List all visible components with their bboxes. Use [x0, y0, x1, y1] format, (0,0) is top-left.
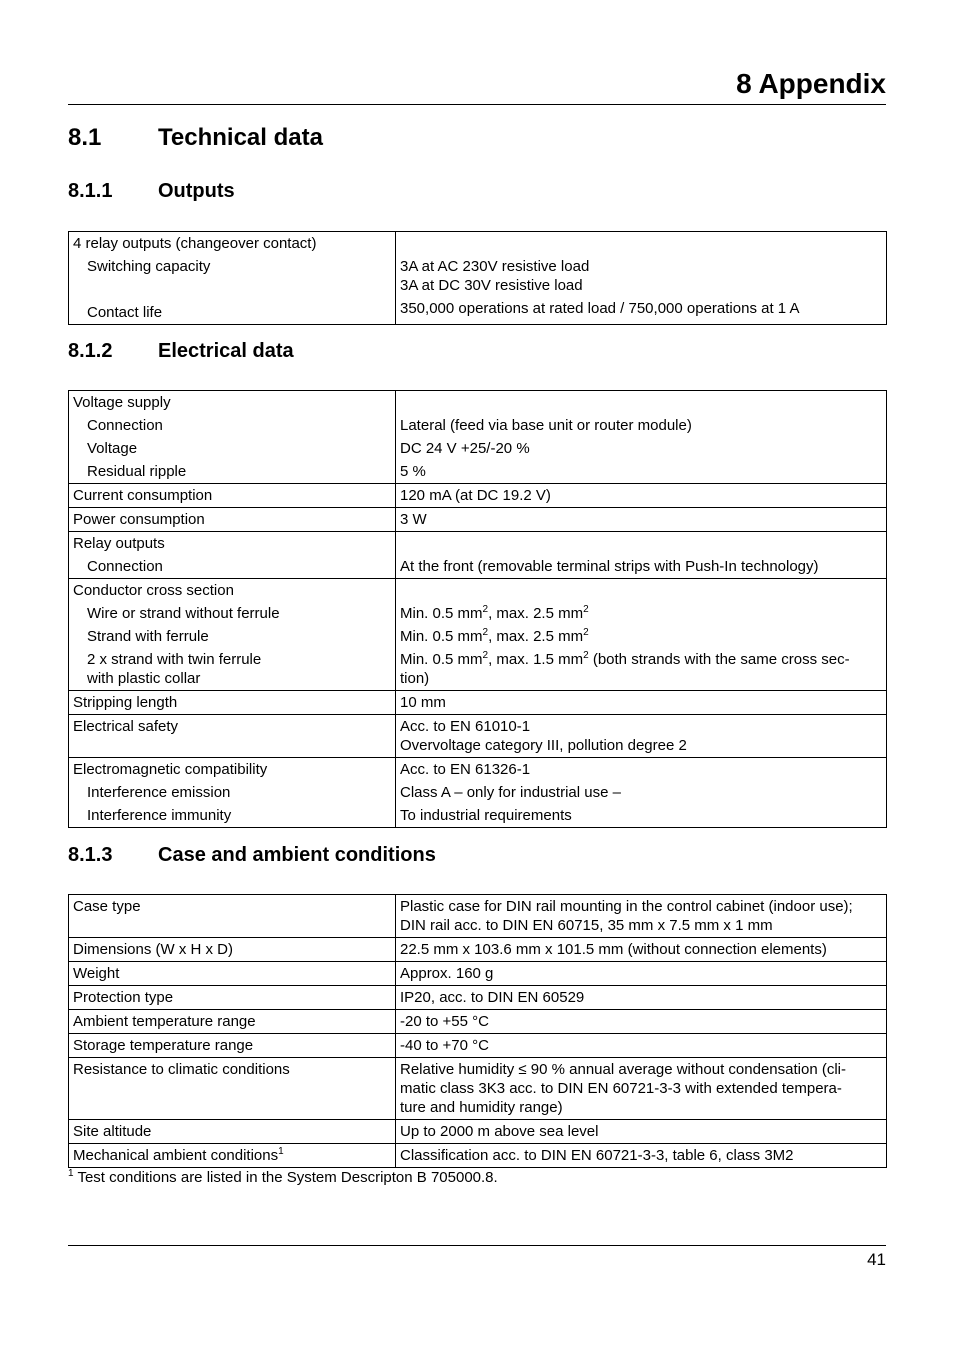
table-row [69, 232, 887, 325]
row-label: Residual ripple [87, 463, 187, 480]
case-table [68, 894, 887, 1168]
table-cell [396, 715, 887, 758]
table-cell [396, 895, 887, 938]
footer-rule [68, 1245, 886, 1246]
row-label: Power consumption [69, 508, 396, 532]
table-row [69, 1034, 887, 1058]
row-value: Lateral (feed via base unit or router module) [400, 417, 692, 434]
page-number: 41 [867, 1250, 886, 1269]
row-value: tion) [400, 670, 430, 687]
table-row [69, 895, 887, 938]
row-label: Voltage supply [73, 394, 171, 411]
section-number: 8.1 [68, 124, 102, 151]
table-row [69, 691, 887, 715]
row-label: Relay outputs [73, 535, 165, 552]
row-value: To industrial requirements [400, 807, 572, 824]
row-label: Mechanical ambient conditions$^1$ [69, 1144, 396, 1168]
table-row [69, 962, 887, 986]
row-label: Contact life [87, 304, 163, 321]
outputs-title: Outputs [158, 180, 235, 202]
row-label: Interference immunity [87, 807, 232, 824]
row-value: Class A – only for industrial use – [400, 784, 621, 801]
table-cell [396, 579, 887, 691]
spacer [400, 534, 882, 553]
table-row [69, 715, 887, 758]
footnote-text: Test conditions are listed in the System Descripton B 705000.8. [73, 1169, 498, 1186]
row-value: Plastic case for DIN rail mounting in the control cabinet (indoor use); [400, 898, 853, 915]
row-value: Overvoltage category III, pollution degree 2 [400, 737, 687, 754]
spacer [400, 581, 882, 600]
footnote-mark: 1 [68, 1168, 74, 1179]
table-row [69, 1144, 887, 1168]
row-label: Conductor cross section [73, 582, 234, 599]
row-value: 22.5 mm x 103.6 mm x 101.5 mm (without connection elements) [396, 938, 887, 962]
outputs-table [68, 231, 887, 325]
row-value: 120 mA (at DC 19.2 V) [396, 484, 887, 508]
row-value: 350,000 operations at rated load / 750,000 operations at 1 A [400, 300, 800, 317]
footnote-ref: 1 [278, 1146, 284, 1157]
table-cell [69, 532, 396, 579]
row-label: Voltage [87, 440, 138, 457]
table-cell [69, 758, 396, 828]
table-cell [69, 232, 396, 325]
row-label: Interference emission [87, 784, 231, 801]
row-label: Electromagnetic compatibility [73, 761, 268, 778]
table-cell [396, 758, 887, 828]
row-label: Connection [87, 558, 163, 575]
header-rule [68, 104, 886, 105]
row-value: 10 mm [396, 691, 887, 715]
row-label: 4 relay outputs (changeover contact) [73, 235, 317, 252]
row-value: Approx. 160 g [396, 962, 887, 986]
row-label: 2 x strand with twin ferrule [87, 651, 262, 668]
spacer [400, 234, 882, 253]
row-value: Relative humidity ≤ 90 % annual average without condensation (cli- [400, 1061, 846, 1078]
row-label: Current consumption [69, 484, 396, 508]
row-value: Min. 0.5 $mm^2$, max. 1.5 $mm^2$ (both strands with the same cross sec- [400, 650, 850, 668]
row-label: Strand with ferrule [87, 628, 209, 645]
section-heading [68, 123, 323, 153]
row-value: DC 24 V +25/-20 % [400, 440, 530, 457]
table-cell [69, 391, 396, 484]
table-cell [396, 532, 887, 579]
table-row [69, 484, 887, 508]
row-label: Switching capacity [87, 258, 211, 275]
row-label: Connection [87, 417, 163, 434]
case-heading [68, 842, 436, 868]
section-title: Technical data [158, 124, 323, 151]
table-row [69, 391, 887, 484]
row-label: Wire or strand without ferrule [87, 605, 280, 622]
electrical-heading [68, 338, 294, 364]
table-cell [396, 391, 887, 484]
row-value: Min. 0.5 $mm^2$, max. 2.5 $mm^2$ [400, 604, 589, 622]
row-value: Acc. to EN 61010-1 [400, 718, 531, 735]
table-cell [69, 579, 396, 691]
row-value: -40 to +70 °C [396, 1034, 887, 1058]
electrical-title: Electrical data [158, 340, 294, 362]
table-row [69, 1120, 887, 1144]
table-row [69, 938, 887, 962]
table-cell [396, 232, 887, 325]
table-row [69, 508, 887, 532]
table-row [69, 532, 887, 579]
row-value: DIN rail acc. to DIN EN 60715, 35 mm x 7.5 mm x 1 mm [400, 917, 773, 934]
outputs-number: 8.1.1 [68, 180, 113, 202]
row-value: IP20, acc. to DIN EN 60529 [396, 986, 887, 1010]
row-value: -20 to +55 °C [396, 1010, 887, 1034]
row-value: 3 W [396, 508, 887, 532]
footnote [68, 1168, 498, 1188]
table-cell [396, 1058, 887, 1120]
row-value: matic class 3K3 acc. to DIN EN 60721-3-3 with extended tempera- [400, 1080, 842, 1097]
row-value: Classification acc. to DIN EN 60721-3-3, table 6, class 3M2 [396, 1144, 887, 1168]
row-label: Stripping length [69, 691, 396, 715]
row-label: with plastic collar [87, 670, 201, 687]
table-row [69, 1010, 887, 1034]
row-label: Weight [69, 962, 396, 986]
row-label: Case type [69, 895, 396, 938]
row-value: 3A at DC 30V resistive load [400, 277, 583, 294]
row-value: 3A at AC 230V resistive load [400, 258, 590, 275]
row-label: Storage temperature range [69, 1034, 396, 1058]
table-row [69, 986, 887, 1010]
row-label: Site altitude [69, 1120, 396, 1144]
row-value: Up to 2000 m above sea level [396, 1120, 887, 1144]
table-row [69, 1058, 887, 1120]
row-label: Dimensions (W x H x D) [69, 938, 396, 962]
row-label: Resistance to climatic conditions [69, 1058, 396, 1120]
row-label: Electrical safety [69, 715, 396, 758]
outputs-heading [68, 178, 235, 204]
row-label: Ambient temperature range [69, 1010, 396, 1034]
case-number: 8.1.3 [68, 844, 113, 866]
row-value: Min. 0.5 $mm^2$, max. 2.5 $mm^2$ [400, 627, 589, 645]
spacer [73, 276, 391, 299]
table-row [69, 579, 887, 691]
row-value: Acc. to EN 61326-1 [400, 761, 531, 778]
row-value: ture and humidity range) [400, 1099, 563, 1116]
spacer [400, 393, 882, 412]
table-row [69, 758, 887, 828]
chapter-title: 8 Appendix [736, 68, 886, 99]
case-title: Case and ambient conditions [158, 844, 436, 866]
row-label: Protection type [69, 986, 396, 1010]
electrical-table [68, 390, 887, 828]
row-value: At the front (removable terminal strips with Push-In technology) [400, 558, 819, 575]
row-value: 5 % [400, 463, 426, 480]
electrical-number: 8.1.2 [68, 340, 113, 362]
